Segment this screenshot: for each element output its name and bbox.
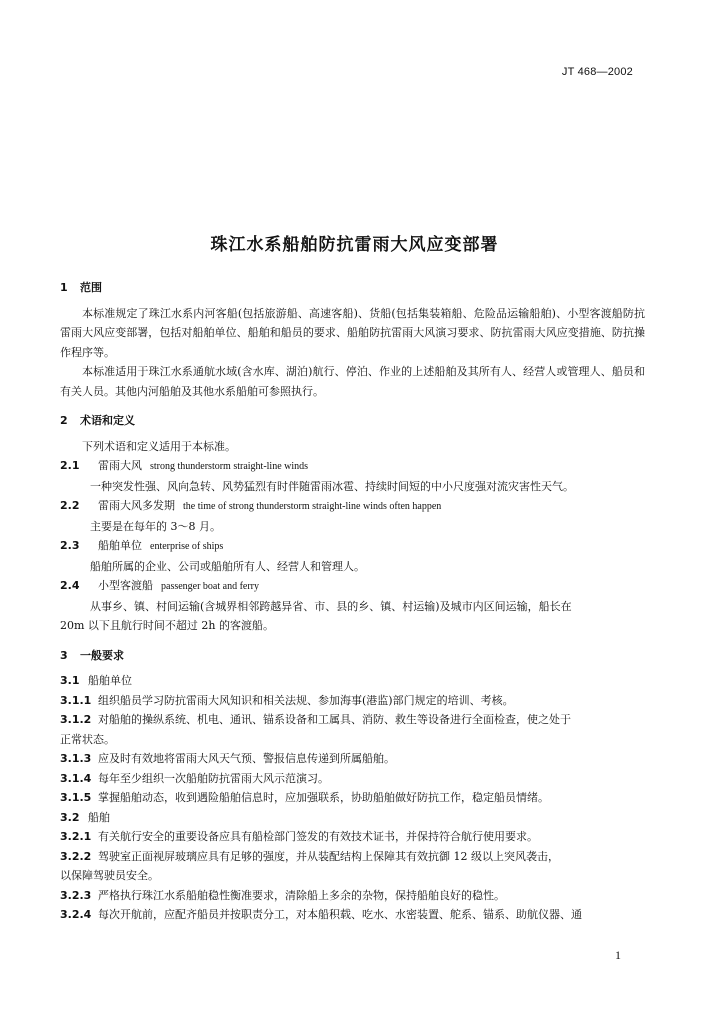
clause-3-1-4: 3.1.4 每年至少组织一次船舶防抗雷雨大风示范演习。 bbox=[60, 771, 329, 785]
document-title: 珠江水系船舶防抗雷雨大风应变部署 bbox=[210, 235, 499, 255]
clause-3-1-2: 3.1.2 对船舶的操纵系统、机电、通讯、锚系设备和工属具、消防、救生等设备进行全面检查，使之处于 正常状态。 bbox=[60, 713, 571, 746]
clause-3-2-3: 3.2.3 严格执行珠江水系船舶稳性衡准要求，清除船上多余的杂物，保持船舶良好的稳性。 bbox=[60, 888, 505, 902]
clause-3-1-3: 3.1.3 应及时有效地将雷雨大风天气预、警报信息传递到所属船舶。 bbox=[60, 752, 395, 765]
subsection-3-1: 3.1 船舶单位 bbox=[60, 674, 132, 687]
term-2-3: 2.3 船舶单位 enterprise of ships 船舶所属的企业、公司或船舶所有人、经营人和管理人。 bbox=[60, 539, 365, 573]
section-1-paragraph-2: 本标准适用于珠江水系通航水域(含水库、湖泊)航行、停泊、作业的上述船舶及其所有人、经营人或管理人、船员和有关人员。其他内河船舶及其他水系船舶可参照执行。 bbox=[60, 365, 645, 398]
clause-3-1-5: 3.1.5 掌握船舶动态，收到遇险船舶信息时，应加强联系，协助船舶做好防抗工作，稳定船员情绪。 bbox=[60, 791, 549, 804]
section-1-heading: 1 范围 bbox=[60, 281, 102, 294]
document-body bbox=[60, 278, 645, 925]
clause-3-2-1: 3.2.1 有关航行安全的重要设备应具有船检部门签发的有效技术证书，并保持符合航行使用要求。 bbox=[60, 830, 538, 843]
section-1-paragraph-1: 本标准规定了珠江水系内河客船(包括旅游船、高速客船)、货船(包括集装箱船、危险品运输船舶)、小型客渡船防抗雷雨大风应变部署，包括对船舶单位、船舶和船员的要求、船舶防抗雷雨大风演习要求、防抗雷雨大风应变措施、防抗操作程序等。 bbox=[60, 306, 645, 359]
standard-code: JT 468—2002 bbox=[561, 66, 633, 78]
clause-3-2-4: 3.2.4 每次开航前，应配齐船员并按职责分工，对本船积载、吃水、水密装置、舵系、锚系、助航仪器、通 bbox=[60, 908, 582, 921]
section-2-heading: 2 术语和定义 bbox=[60, 414, 135, 427]
term-2-1: 2.1 雷雨大风 strong thunderstorm straight-line winds 一种突发性强、风向急转、风势猛烈有时伴随雷雨冰雹、持续时间短的中小尺度强对流灾害性天气。 bbox=[60, 459, 574, 493]
clause-3-2-2: 3.2.2 驾驶室正面视屏玻璃应具有足够的强度，并从装配结构上保障其有效抗御 12 级以上突风袭击， 以保障驾驶员安全。 bbox=[60, 849, 559, 882]
section-3-heading: 3 一般要求 bbox=[60, 648, 124, 662]
term-2-2: 2.2 雷雨大风多发期 the time of strong thunderstorm straight-line winds often happen 主要是在每年的 3～8 月。 bbox=[60, 499, 442, 533]
term-2-4: 2.4 小型客渡船 passenger boat and ferry 从事乡、镇、村间运输(含城界相邻跨越异省、市、县的乡、镇、村运输)及城市内区间运输，船长在 20m 以下且航行时间不超过 2h 的客渡船。 bbox=[60, 579, 572, 632]
subsection-3-2: 3.2 船舶 bbox=[60, 810, 110, 824]
section-2-intro: 下列术语和定义适用于本标准。 bbox=[82, 439, 236, 453]
page-number: 1 bbox=[615, 948, 621, 962]
clause-3-1-1: 3.1.1 组织船员学习防抗雷雨大风知识和相关法规、参加海事(港监)部门规定的培训、考核。 bbox=[60, 693, 514, 707]
